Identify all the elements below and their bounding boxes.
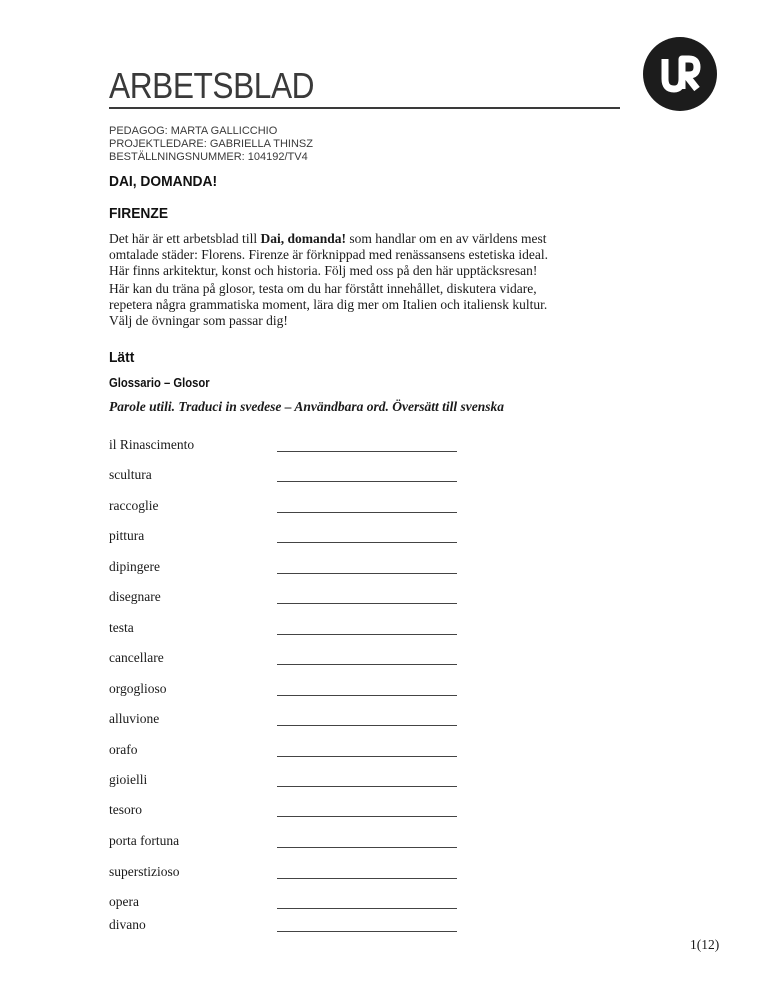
vocab-row [109, 833, 469, 851]
show-title: DAI, DOMANDA! [109, 173, 218, 190]
credit-order-number: BESTÄLLNINGSNUMMER: 104192/TV4 [109, 151, 308, 163]
vocab-row [109, 894, 469, 912]
answer-blank[interactable] [277, 603, 457, 604]
answer-blank[interactable] [277, 816, 457, 817]
answer-blank[interactable] [277, 847, 457, 848]
vocab-word: disegnare [109, 589, 161, 604]
intro-line-3: Här finns arkitektur, konst och historia. Följ med oss på den här upptäcksresan! [109, 263, 538, 278]
vocab-word: opera [109, 894, 139, 909]
vocab-word: alluvione [109, 711, 160, 726]
vocab-word: scultura [109, 467, 152, 482]
answer-blank[interactable] [277, 908, 457, 909]
level-heading: Lätt [109, 349, 135, 366]
answer-blank[interactable] [277, 878, 457, 879]
vocab-word: gioielli [109, 772, 148, 787]
vocab-row [109, 620, 469, 638]
credit-pedagog: PEDAGOG: MARTA GALLICCHIO [109, 125, 278, 137]
vocab-row [109, 528, 469, 546]
intro-line-1: Det här är ett arbetsblad till Dai, domanda! som handlar om en av världens mest [109, 231, 547, 246]
vocab-word: pittura [109, 528, 145, 543]
exercise-heading: Glossario – Glosor [109, 376, 210, 390]
instructions-line-1: Här kan du träna på glosor, testa om du har förstått innehållet, diskutera vidare, [109, 281, 537, 296]
answer-blank[interactable] [277, 573, 457, 574]
answer-blank[interactable] [277, 786, 457, 787]
vocab-row [109, 437, 469, 455]
vocab-word: dipingere [109, 559, 160, 574]
vocab-row [109, 772, 469, 790]
answer-blank[interactable] [277, 664, 457, 665]
answer-blank[interactable] [277, 634, 457, 635]
vocab-word: porta fortuna [109, 833, 180, 848]
vocab-row [109, 742, 469, 760]
vocab-word: tesoro [109, 802, 142, 817]
credit-projektledare: PROJEKTLEDARE: GABRIELLA THINSZ [109, 138, 313, 150]
instructions-line-2: repetera några grammatiska moment, lära dig mer om Italien och italiensk kultur. [109, 297, 548, 312]
vocab-word: cancellare [109, 650, 164, 665]
intro-line-2: omtalade städer: Florens. Firenze är förknippad med renässansens estetiska ideal. [109, 247, 548, 262]
vocab-word: orafo [109, 742, 138, 757]
instructions-paragraph [109, 281, 639, 329]
answer-blank[interactable] [277, 542, 457, 543]
answer-blank[interactable] [277, 725, 457, 726]
page-title: ARBETSBLAD [109, 65, 315, 106]
episode-title: FIRENZE [109, 205, 169, 222]
answer-blank[interactable] [277, 931, 457, 932]
vocab-word: il Rinascimento [109, 437, 195, 452]
title-divider [109, 107, 620, 109]
vocab-row [109, 467, 469, 485]
vocab-word: orgoglioso [109, 681, 167, 696]
intro-paragraph [109, 231, 639, 279]
vocab-row [109, 681, 469, 699]
ur-logo [643, 37, 717, 111]
vocab-row [109, 498, 469, 516]
vocab-word: testa [109, 620, 134, 635]
answer-blank[interactable] [277, 512, 457, 513]
show-name-bold: Dai, domanda! [260, 231, 346, 246]
vocab-row [109, 802, 469, 820]
credits-list [109, 125, 313, 164]
vocab-row [109, 864, 469, 882]
vocab-word: raccoglie [109, 498, 159, 513]
answer-blank[interactable] [277, 695, 457, 696]
vocab-word: divano [109, 917, 146, 932]
exercise-instruction: Parole utili. Traduci in svedese – Användbara ord. Översätt till svenska [109, 399, 505, 414]
answer-blank[interactable] [277, 756, 457, 757]
vocab-row [109, 711, 469, 729]
vocab-word: superstizioso [109, 864, 180, 879]
answer-blank[interactable] [277, 451, 457, 452]
page-number: 1(12) [690, 937, 720, 952]
vocab-row [109, 559, 469, 577]
vocab-row [109, 917, 469, 935]
ur-logo-icon [643, 37, 717, 111]
answer-blank[interactable] [277, 481, 457, 482]
vocab-row [109, 650, 469, 668]
vocab-row [109, 589, 469, 607]
instructions-line-3: Välj de övningar som passar dig! [109, 313, 288, 328]
